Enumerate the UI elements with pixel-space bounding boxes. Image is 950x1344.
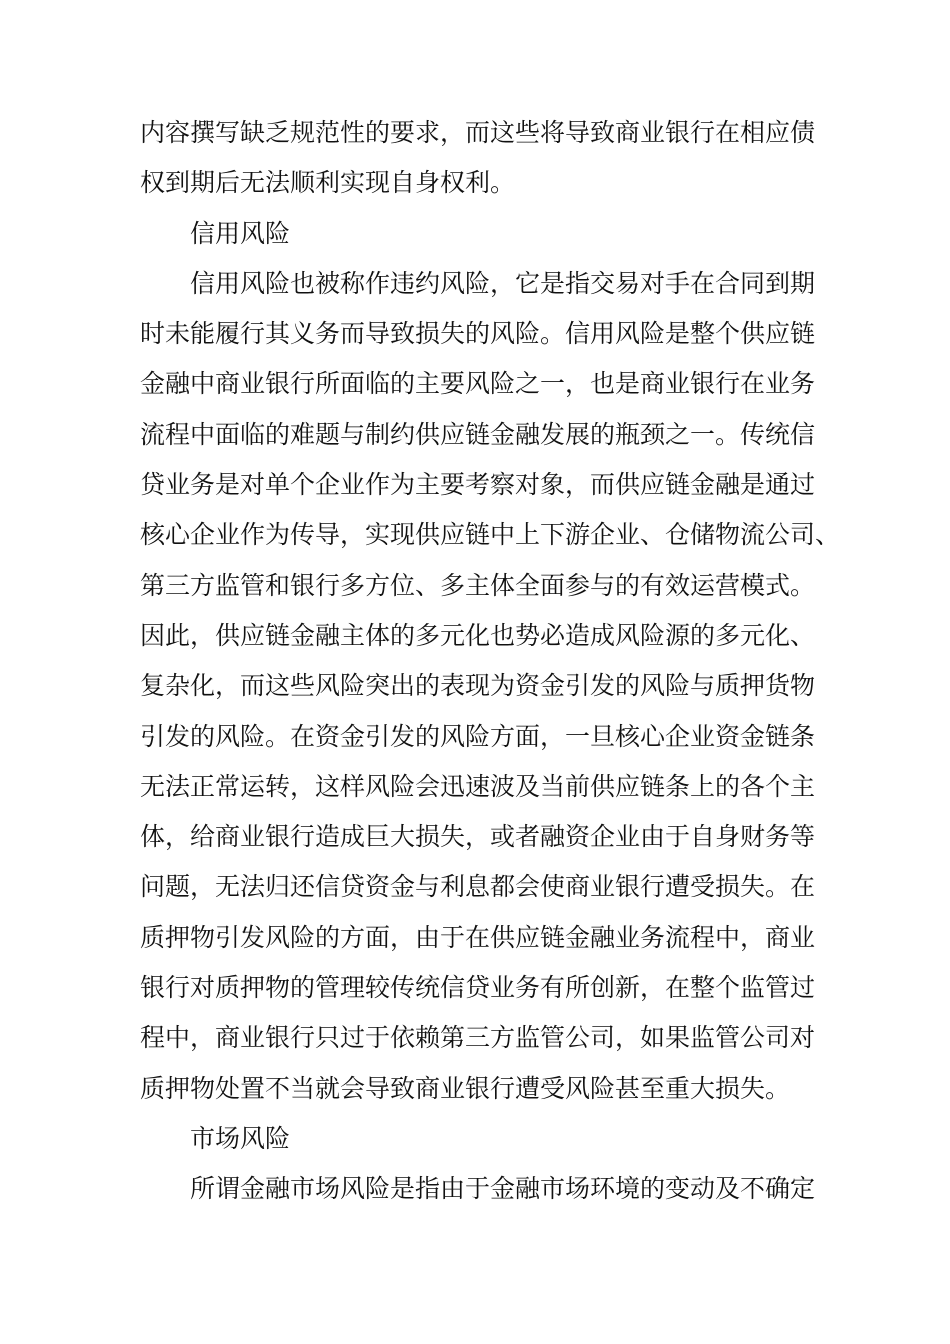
text-line: 引发的风险。在资金引发的风险方面，一旦核心企业资金链条 xyxy=(140,721,816,751)
text-line: 信用风险 xyxy=(190,218,291,248)
text-line: 时未能履行其义务而导致损失的风险。信用风险是整个供应链 xyxy=(140,319,816,349)
text-line: 权到期后无法顺利实现自身权利。 xyxy=(140,168,516,198)
text-line: 无法正常运转，这样风险会迅速波及当前供应链条上的各个主 xyxy=(140,771,816,801)
document-body xyxy=(140,108,840,1215)
text-line: 复杂化，而这些风险突出的表现为资金引发的风险与质押货物 xyxy=(140,671,816,701)
text-line: 第三方监管和银行多方位、多主体全面参与的有效运营模式。 xyxy=(140,570,816,600)
text-line: 问题，无法归还信贷资金与利息都会使商业银行遭受损失。在 xyxy=(140,872,816,902)
text-line: 质押物引发风险的方面，由于在供应链金融业务流程中，商业 xyxy=(140,922,816,952)
text-line: 信用风险也被称作违约风险，它是指交易对手在合同到期 xyxy=(190,268,816,298)
text-line: 体，给商业银行造成巨大损失，或者融资企业由于自身财务等 xyxy=(140,822,816,852)
text-line: 所谓金融市场风险是指由于金融市场环境的变动及不确定 xyxy=(190,1174,816,1204)
text-line: 银行对质押物的管理较传统信贷业务有所创新，在整个监管过 xyxy=(140,973,816,1003)
text-line: 质押物处置不当就会导致商业银行遭受风险甚至重大损失。 xyxy=(140,1073,791,1103)
text-line: 贷业务是对单个企业作为主要考察对象，而供应链金融是通过 xyxy=(140,470,816,500)
text-line: 核心企业作为传导，实现供应链中上下游企业、仓储物流公司、 xyxy=(140,520,841,550)
text-line: 因此，供应链金融主体的多元化也势必造成风险源的多元化、 xyxy=(140,620,816,650)
text-line: 市场风险 xyxy=(190,1123,291,1153)
text-line: 程中，商业银行只过于依赖第三方监管公司，如果监管公司对 xyxy=(140,1023,816,1053)
text-line: 流程中面临的难题与制约供应链金融发展的瓶颈之一。传统信 xyxy=(140,419,816,449)
text-line: 内容撰写缺乏规范性的要求，而这些将导致商业银行在相应债 xyxy=(140,118,816,147)
text-line: 金融中商业银行所面临的主要风险之一，也是商业银行在业务 xyxy=(140,369,816,399)
